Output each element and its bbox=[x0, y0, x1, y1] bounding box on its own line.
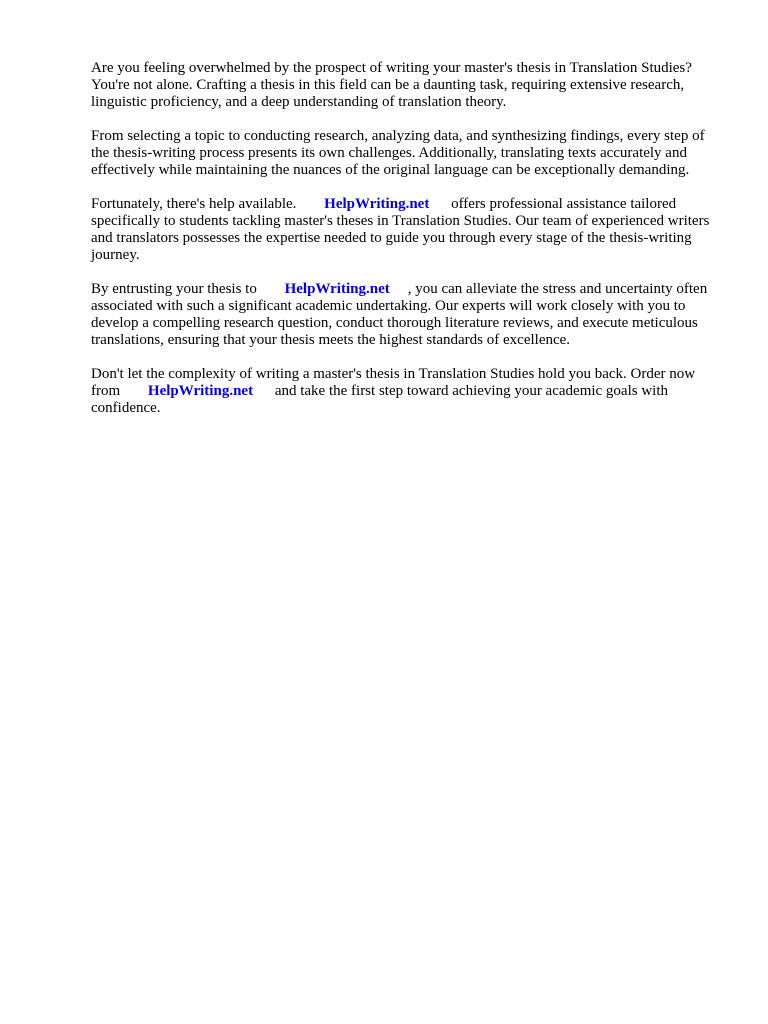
paragraph-challenges-text: From selecting a topic to conducting research, analyzing data, and synthesizing findings, every step of the thesis-writing process presents its own challenges. Additionally, translating texts accurately and effectively while maintaining the nuances of the original language can be exceptionally demanding. bbox=[91, 128, 705, 178]
paragraph-intro-text: Are you feeling overwhelmed by the prospect of writing your master's thesis in Translation Studies? You're not alone. Crafting a thesis in this field can be a daunting task, requiring extensive research, linguistic proficiency, and a deep understanding of translation theory. bbox=[91, 60, 692, 110]
paragraph-order bbox=[91, 366, 721, 417]
paragraph-order-text-after: and take the first step toward achieving your academic goals with confidence. bbox=[91, 383, 669, 416]
document-body bbox=[91, 60, 721, 434]
paragraph-order-text-before: Don't let the complexity of writing a master's thesis in Translation Studies hold you back. Order now from bbox=[91, 366, 696, 399]
paragraph-help bbox=[91, 196, 721, 264]
paragraph-entrust bbox=[91, 281, 721, 349]
paragraph-help-text-after: offers professional assistance tailored specifically to students tackling master's theses in Translation Studies. Our team of experienced writers and translators possesses the expertise needed to guide you through every stage of the thesis-writing journey. bbox=[91, 196, 710, 263]
helpwriting-link-1[interactable]: HelpWriting.net bbox=[324, 196, 430, 212]
paragraph-entrust-text-before: By entrusting your thesis to bbox=[91, 281, 257, 297]
paragraph-help-text-before: Fortunately, there's help available. bbox=[91, 196, 297, 212]
helpwriting-link-3[interactable]: HelpWriting.net bbox=[147, 383, 254, 399]
helpwriting-link-2[interactable]: HelpWriting.net bbox=[284, 281, 390, 297]
paragraph-intro bbox=[91, 60, 721, 111]
paragraph-entrust-text-after: , you can alleviate the stress and uncertainty often associated with such a significant academic undertaking. Our experts will work closely with you to develop a compelling research question, conduct thorough literature reviews, and execute meticulous translations, ensuring that your thesis meets the highest standards of excellence. bbox=[91, 281, 708, 348]
paragraph-challenges bbox=[91, 128, 721, 179]
